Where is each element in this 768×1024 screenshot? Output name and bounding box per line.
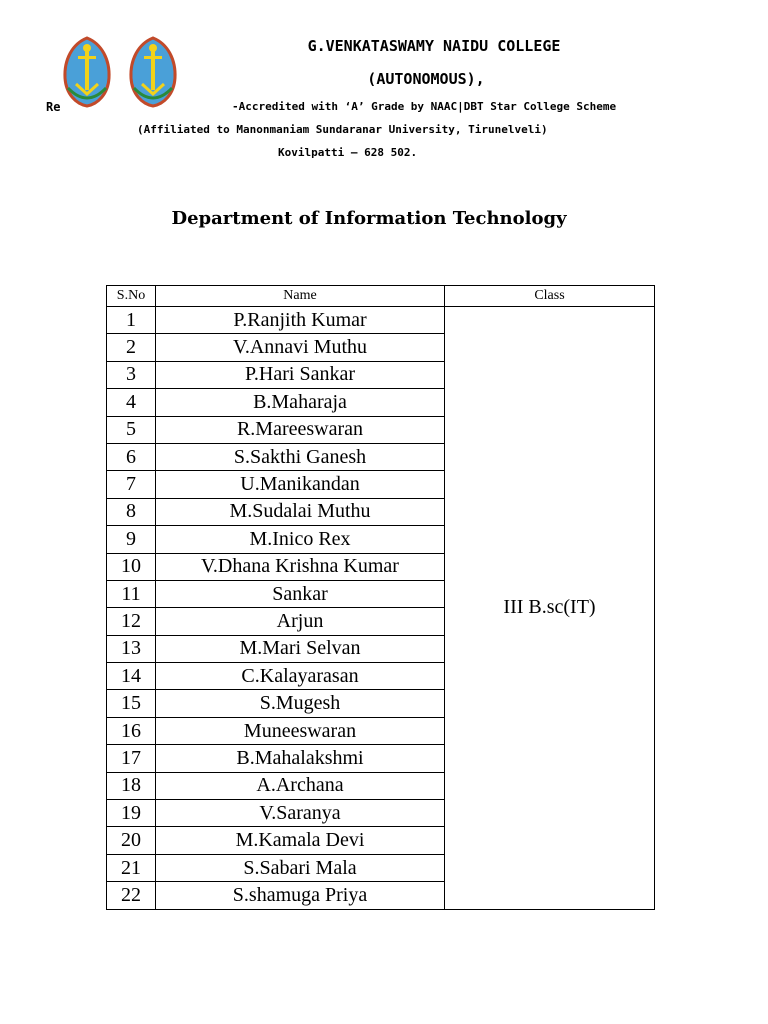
- sno-cell: 9: [107, 526, 156, 553]
- table-body: [107, 307, 655, 910]
- sno-header: S.No: [107, 286, 156, 307]
- name-cell: S.shamuga Priya: [156, 882, 445, 909]
- name-header: Name: [156, 286, 445, 307]
- sno-cell: 6: [107, 443, 156, 470]
- sno-cell: 14: [107, 663, 156, 690]
- sno-cell: 10: [107, 553, 156, 580]
- sno-cell: 17: [107, 745, 156, 772]
- affiliation-line: (Affiliated to Manonmaniam Sundaranar University, Tirunelveli): [137, 123, 548, 136]
- sno-cell: 20: [107, 827, 156, 854]
- table-row: [107, 307, 655, 334]
- name-cell: M.Kamala Devi: [156, 827, 445, 854]
- name-cell: S.Sakthi Ganesh: [156, 443, 445, 470]
- name-cell: V.Annavi Muthu: [156, 334, 445, 361]
- department-title: Department of Information Technology: [171, 208, 567, 229]
- sno-cell: 12: [107, 608, 156, 635]
- sno-cell: 7: [107, 471, 156, 498]
- student-table: [106, 285, 655, 910]
- sno-cell: 2: [107, 334, 156, 361]
- autonomous-label: (AUTONOMOUS),: [367, 70, 485, 88]
- sno-cell: 15: [107, 690, 156, 717]
- sno-cell: 8: [107, 498, 156, 525]
- sno-cell: 22: [107, 882, 156, 909]
- header-prefix: Re: [46, 100, 61, 114]
- name-cell: B.Mahalakshmi: [156, 745, 445, 772]
- class-cell: III B.sc(IT): [445, 307, 655, 910]
- name-cell: S.Sabari Mala: [156, 854, 445, 881]
- location-line: Kovilpatti – 628 502.: [278, 146, 418, 159]
- name-cell: S.Mugesh: [156, 690, 445, 717]
- sno-cell: 4: [107, 389, 156, 416]
- name-cell: R.Mareeswaran: [156, 416, 445, 443]
- name-cell: P.Ranjith Kumar: [156, 307, 445, 334]
- accreditation-line: -Accredited with ‘A’ Grade by NAAC|DBT Star College Scheme: [232, 100, 617, 113]
- class-header: Class: [445, 286, 655, 307]
- name-cell: C.Kalayarasan: [156, 663, 445, 690]
- sno-cell: 19: [107, 800, 156, 827]
- college-name: G.VENKATASWAMY NAIDU COLLEGE: [307, 37, 561, 55]
- name-cell: M.Sudalai Muthu: [156, 498, 445, 525]
- name-cell: M.Mari Selvan: [156, 635, 445, 662]
- sno-cell: 3: [107, 361, 156, 388]
- name-cell: V.Saranya: [156, 800, 445, 827]
- sno-cell: 11: [107, 580, 156, 607]
- name-cell: Sankar: [156, 580, 445, 607]
- name-cell: U.Manikandan: [156, 471, 445, 498]
- name-cell: M.Inico Rex: [156, 526, 445, 553]
- sno-cell: 5: [107, 416, 156, 443]
- table-header-row: [107, 286, 655, 307]
- name-cell: V.Dhana Krishna Kumar: [156, 553, 445, 580]
- name-cell: B.Maharaja: [156, 389, 445, 416]
- sno-cell: 21: [107, 854, 156, 881]
- sno-cell: 13: [107, 635, 156, 662]
- sno-cell: 16: [107, 717, 156, 744]
- sno-cell: 18: [107, 772, 156, 799]
- name-cell: A.Archana: [156, 772, 445, 799]
- sno-cell: 1: [107, 307, 156, 334]
- name-cell: Muneeswaran: [156, 717, 445, 744]
- name-cell: Arjun: [156, 608, 445, 635]
- name-cell: P.Hari Sankar: [156, 361, 445, 388]
